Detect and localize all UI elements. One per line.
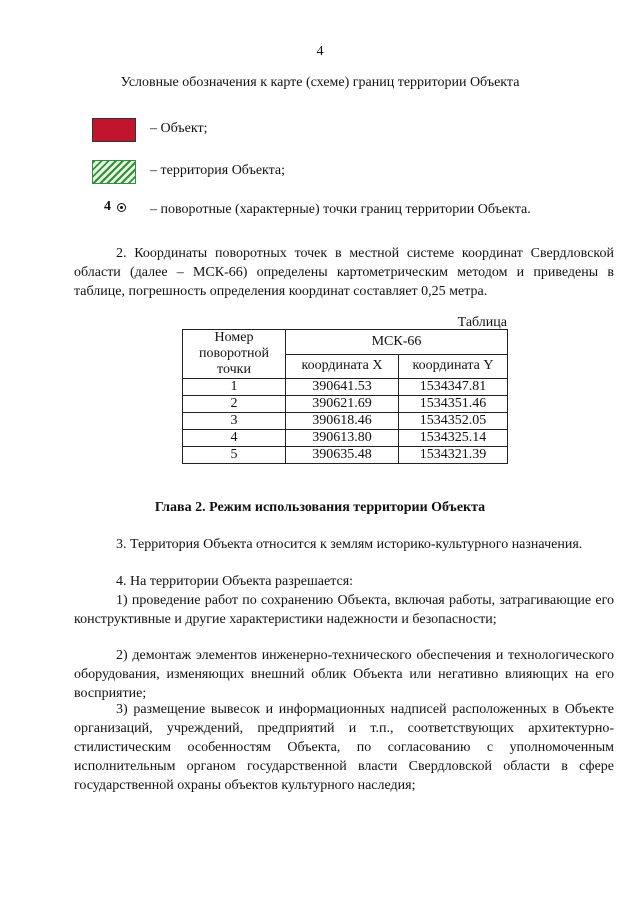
table-row bbox=[183, 396, 508, 413]
cell-y: 1534325.14 bbox=[399, 430, 508, 447]
legend-territory-text: – территория Объекта; bbox=[150, 163, 286, 178]
list-item-2: 2) демонтаж элементов инженерно-технического обеспечения и технологического оборудования, изменяющих внешний облик Объекта или негативно влияющих на его восприятие; bbox=[74, 648, 614, 701]
paragraph-3: 3. Территория Объекта относится к землям историко-культурного назначения. bbox=[116, 537, 583, 552]
cell-y: 1534321.39 bbox=[399, 447, 508, 464]
cell-x: 390641.53 bbox=[286, 379, 399, 396]
header-msk66: МСК-66 bbox=[286, 330, 508, 355]
cell-point: 4 bbox=[183, 430, 286, 447]
table-row bbox=[183, 430, 508, 447]
territory-legend-swatch bbox=[92, 160, 136, 184]
point-circle-icon bbox=[117, 203, 126, 212]
cell-y: 1534352.05 bbox=[399, 413, 508, 430]
chapter-title: Глава 2. Режим использования территории Объекта bbox=[154, 500, 486, 515]
object-legend-swatch bbox=[92, 118, 136, 142]
legend-object-text: – Объект; bbox=[150, 121, 208, 136]
cell-point: 3 bbox=[183, 413, 286, 430]
legend-points-text: – поворотные (характерные) точки границ территории Объекта. bbox=[150, 202, 531, 217]
cell-point: 5 bbox=[183, 447, 286, 464]
paragraph-4: 4. На территории Объекта разрешается: bbox=[116, 574, 354, 589]
cell-point: 2 bbox=[183, 396, 286, 413]
coordinates-table bbox=[182, 329, 508, 464]
list-item-1: 1) проведение работ по сохранению Объекта, включая работы, затрагивающие его конструктивные и другие характеристики надежности и безопасности; bbox=[74, 593, 614, 627]
paragraph-2: 2. Координаты поворотных точек в местной системе координат Свердловской области (далее – МСК-66) определены картометрическим методом и приведены в таблице, погрешность определения координат составляет 0,25 метра. bbox=[74, 246, 614, 299]
table-row bbox=[183, 379, 508, 396]
list-item-3: 3) размещение вывесок и информационных надписей расположенных в Объекте организаций, учреждений, предприятий и т.п., соответствующих архитектурно-стилистическим особенностям Объекта, по согласованию с уполномоченным исполнительным органом государственной власти Свердловской области в сфере государственной охраны объектов культурного наследия; bbox=[74, 702, 614, 793]
header-point-number: Номер поворотной точки bbox=[183, 330, 286, 379]
table-caption: Таблица bbox=[457, 315, 507, 330]
cell-point: 1 bbox=[183, 379, 286, 396]
cell-x: 390621.69 bbox=[286, 396, 399, 413]
cell-y: 1534347.81 bbox=[399, 379, 508, 396]
cell-x: 390618.46 bbox=[286, 413, 399, 430]
page-number: 4 bbox=[316, 44, 324, 59]
header-y: координата Y bbox=[399, 354, 508, 379]
table-row bbox=[183, 413, 508, 430]
turning-point-legend-marker bbox=[104, 199, 126, 215]
cell-x: 390635.48 bbox=[286, 447, 399, 464]
cell-y: 1534351.46 bbox=[399, 396, 508, 413]
header-x: координата X bbox=[286, 354, 399, 379]
cell-x: 390613.80 bbox=[286, 430, 399, 447]
point-number: 4 bbox=[104, 199, 111, 214]
table-row bbox=[183, 447, 508, 464]
legend-title: Условные обозначения к карте (схеме) границ территории Объекта bbox=[120, 75, 520, 90]
